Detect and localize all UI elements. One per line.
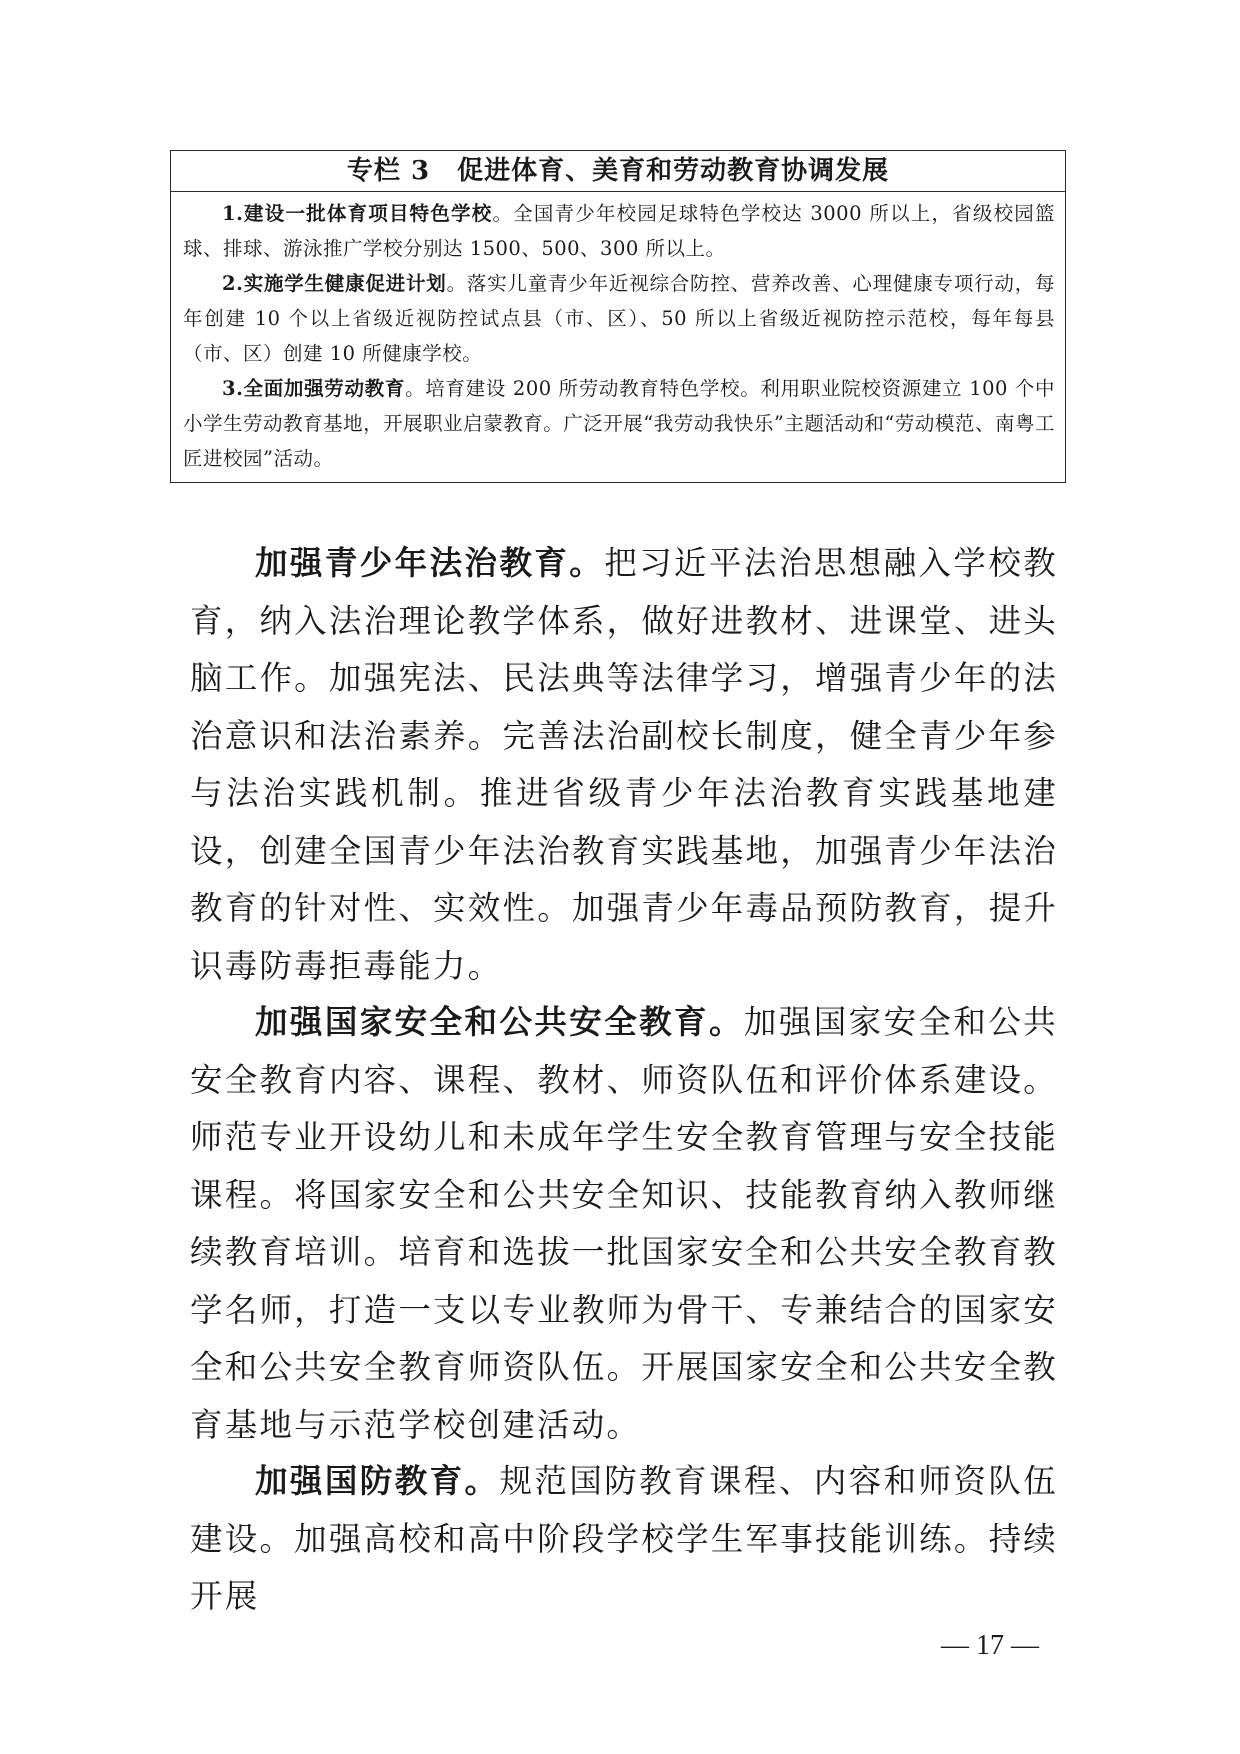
paragraph [190,993,1058,1454]
column-item-heading: 1.建设一批体育项目特色学校 [222,202,493,225]
page-number: — 17 — [941,1630,1039,1661]
paragraph-text: 规范国防教育课程、内容和师资队伍建设。加强高校和高中阶段学校学生军事技能训练。持续开展 [190,1462,1059,1615]
paragraph-heading: 加强国防教育。 [255,1461,500,1500]
column-item-heading: 2.实施学生健康促进计划 [222,272,447,295]
body-text [190,534,1058,1624]
column-item [183,371,1055,476]
column-item-heading: 3.全面加强劳动教育 [222,377,406,400]
column-item-text: 。培育建设 200 所劳动教育特色学校。利用职业院校资源建立 100 个中小学生劳动教育基地，开展职业启蒙教育。广泛开展“我劳动我快乐”主题活动和“劳动模范、南粤工匠进校园”活动。 [183,377,1056,470]
column-item [183,266,1055,371]
column-item-text: 。落实儿童青少年近视综合防控、营养改善、心理健康专项行动，每年创建 10 个以上省级近视防控试点县（市、区）、50 所以上省级近视防控示范校，每年每县（市、区）创建 10 所健康学校。 [183,272,1055,365]
paragraph-text: 把习近平法治思想融入学校教育，纳入法治理论教学体系，做好进教材、进课堂、进头脑工作。加强宪法、民法典等法律学习，增强青少年的法治意识和法治素养。完善法治副校长制度，健全青少年参与法治实践机制。推进省级青少年法治教育实践基地建设，创建全国青少年法治教育实践基地，加强青少年法治教育的针对性、实效性。加强青少年毒品预防教育，提升识毒防毒拒毒能力。 [190,544,1058,985]
paragraph-heading: 加强青少年法治教育。 [255,543,605,582]
paragraph-text: 加强国家安全和公共安全教育内容、课程、教材、师资队伍和评价体系建设。师范专业开设幼儿和未成年学生安全教育管理与安全技能课程。将国家安全和公共安全知识、技能教育纳入教师继续教育培训。培育和选拔一批国家安全和公共安全教育教学名师，打造一支以专业教师为骨干、专兼结合的国家安全和公共安全教育师资队伍。开展国家安全和公共安全教育基地与示范学校创建活动。 [190,1003,1058,1444]
column-item [183,196,1055,266]
column-item-text: 。全国青少年校园足球特色学校达 3000 所以上，省级校园篮球、排球、游泳推广学校分别达 1500、500、300 所以上。 [183,202,1055,260]
paragraph [190,1452,1058,1626]
column-box [170,150,1066,483]
column-box-title: 专栏 3 促进体育、美育和劳动教育协调发展 [171,151,1065,192]
paragraph-heading: 加强国家安全和公共安全教育。 [255,1002,744,1041]
paragraph [190,534,1058,995]
column-box-body [171,192,1065,482]
